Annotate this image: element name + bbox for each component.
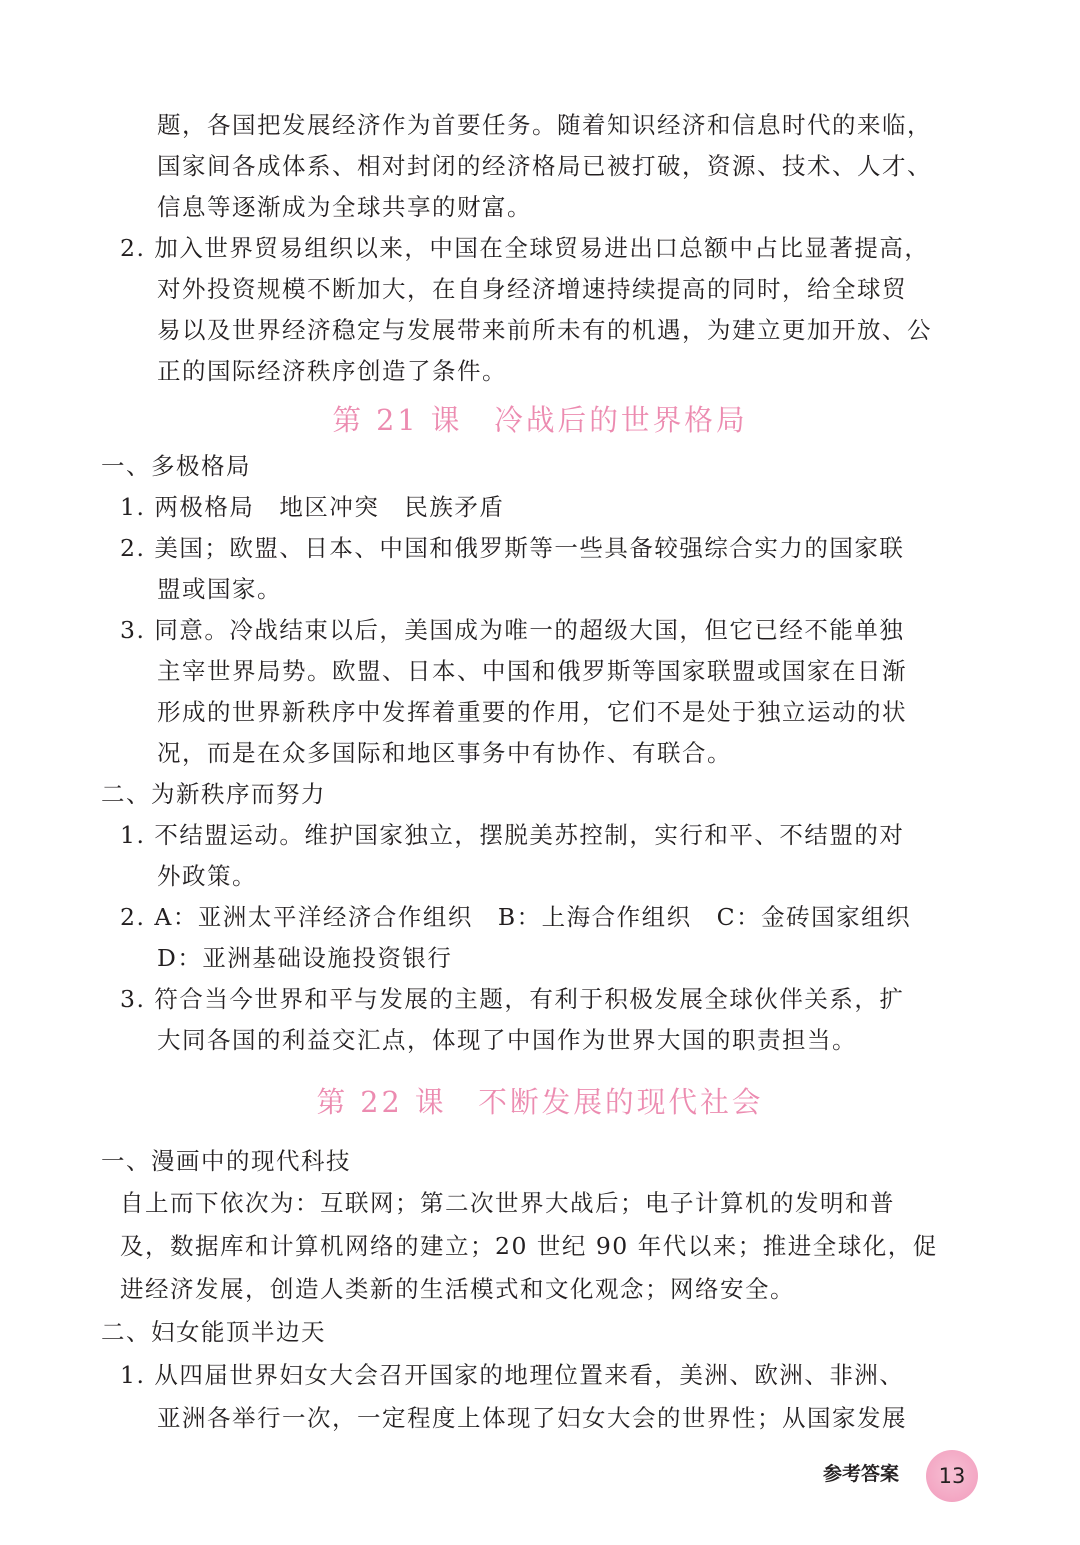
page-number-badge: [926, 1450, 978, 1502]
lesson-22-heading: 第 22 课 不断发展的现代社会: [316, 1085, 764, 1119]
answer-page: 题，各国把发展经济作为首要任务。随着知识经济和信息时代的来临， 国家间各成体系、相对封闭的经济格局已被打破，资源、技术、人才、 信息等逐渐成为全球共享的财富。 2. 加入世界贸易组织以来，中国在全球贸易进出口总额中占比显著提高， 对外投资规模不断加大，在自身经济增速持续提高的同时，给全球贸 易以及世界经济稳定与发展带来前所未有的机遇，为建立更加开放、公 正的国际经济秩序创造了条件。 第 21 课 冷战后的世界格局 一、多极格局 1. 两极格局 地区冲突 民族矛盾 2. 美国；欧盟、日本、中国和俄罗斯等一些具备较强综合实力的国家联 盟或国家。 3. 同意。冷战结束以后，美国成为唯一的超级大国，但它已经不能单独 主宰世界局势。欧盟、日本、中国和俄罗斯等国家联盟或国家在日渐 形成的世界新秩序中发挥着重要的作用，它们不是处于独立运动的状 况，而是在众多国际和地区事务中有协作、有联合。 二、为新秩序而努力 1. 不结盟运动。维护国家独立，摆脱美苏控制，实行和平、不结盟的对 外政策。 2. A：亚洲太平洋经济合作组织 B：上海合作组织 C：金砖国家组织 D：亚洲基础设施投资银行 3. 符合当今世界和平与发展的主题，有利于积极发展全球伙伴关系，扩 大同各国的利益交汇点，体现了中国作为世界大国的职责担当。 第 22 课 不断发展的现代社会 一、漫画中的现代科技 自上而下依次为：互联网；第二次世界大战后；电子计算机的发明和普 及，数据库和计算机网络的建立；20 世纪 90 年代以来；推进全球化，促 进经济发展，创造人类新的生活模式和文化观念；网络安全。 二、妇女能顶半边天 1. 从四届世界妇女大会召开国家的地理位置来看，美洲、欧洲、非洲、 亚洲各举行一次，一定程度上体现了妇女大会的世界性；从国家发展 参考答案 13: [0, 0, 1080, 1545]
footer-label: 参考答案: [823, 1463, 900, 1485]
lesson-21-heading: 第 21 课 冷战后的世界格局: [332, 403, 748, 437]
page-number: 13: [938, 1464, 966, 1488]
